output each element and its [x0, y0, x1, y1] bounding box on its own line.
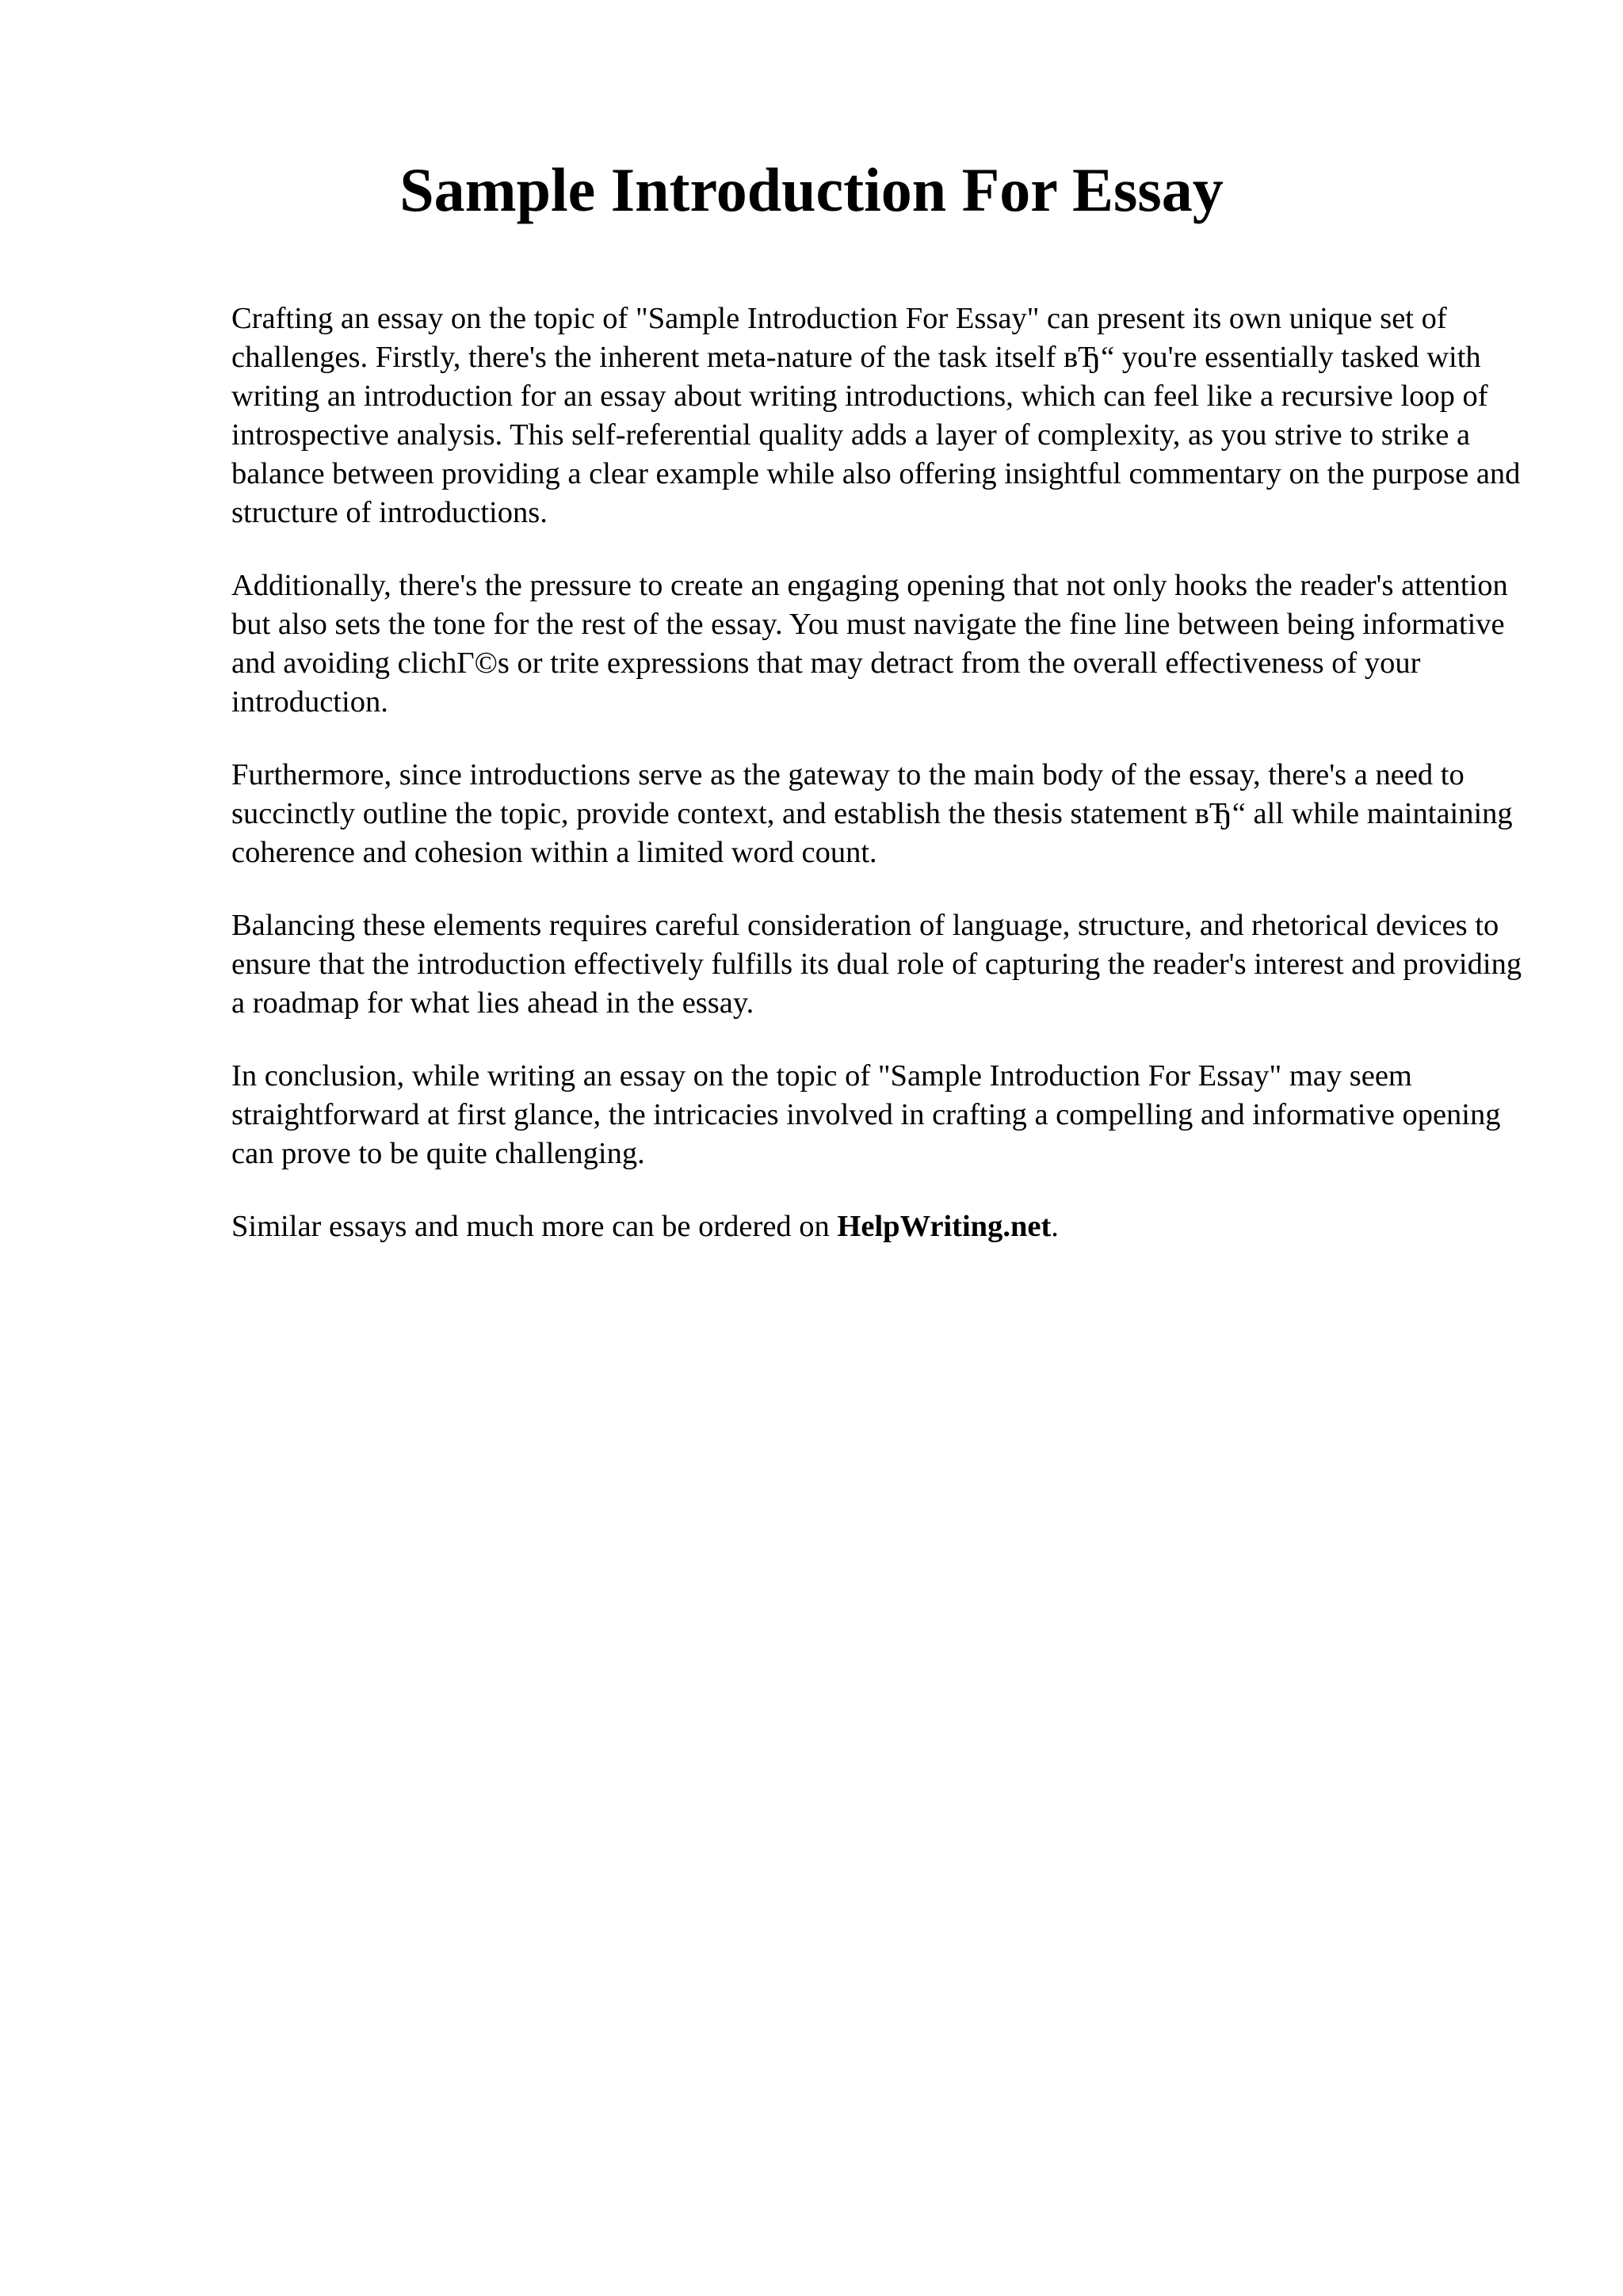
document-body [231, 299, 1523, 1246]
footer-note [231, 1207, 1523, 1246]
footer-text: Similar essays and much more can be ordered on [231, 1210, 838, 1243]
paragraph-5: In conclusion, while writing an essay on the topic of "Sample Introduction For Essay" may seem straightforward at first glance, the intricacies involved in crafting a compelling and informative opening can prove to be quite challenging. [231, 1059, 1501, 1170]
paragraph-4: Balancing these elements requires careful consideration of language, structure, and rhetorical devices to ensure that the introduction effectively fulfills its dual role of capturing the reader's interest and providing a roadmap for what lies ahead in the essay. [231, 909, 1522, 1020]
document-title: Sample Introduction For Essay [399, 155, 1224, 224]
paragraph-2: Additionally, there's the pressure to create an engaging opening that not only hooks the reader's attention but also sets the tone for the rest of the essay. You must navigate the fine line between being informative and avoiding clichГ©s or trite expressions that may detract from the overall effectiveness of your introduction. [231, 569, 1508, 719]
helpwriting-link[interactable]: HelpWriting.net [837, 1210, 1052, 1243]
paragraph-3: Furthermore, since introductions serve as the gateway to the main body of the essay, there's a need to succinctly outline the topic, provide context, and establish the thesis statement вЂ“ all while maintaining coherence and cohesion within a limited word count. [231, 758, 1513, 869]
footer-period: . [1051, 1210, 1059, 1243]
paragraph-1: Crafting an essay on the topic of "Sample Introduction For Essay" can present its own unique set of challenges. Firstly, there's the inherent meta-nature of the task itself вЂ“ you're essentially tasked with writing an introduction for an essay about writing introductions, which can feel like a recursive loop of introspective analysis. This self-referential quality adds a layer of complexity, as you strive to strike a balance between providing a clear example while also offering insightful commentary on the purpose and structure of introductions. [231, 302, 1521, 529]
